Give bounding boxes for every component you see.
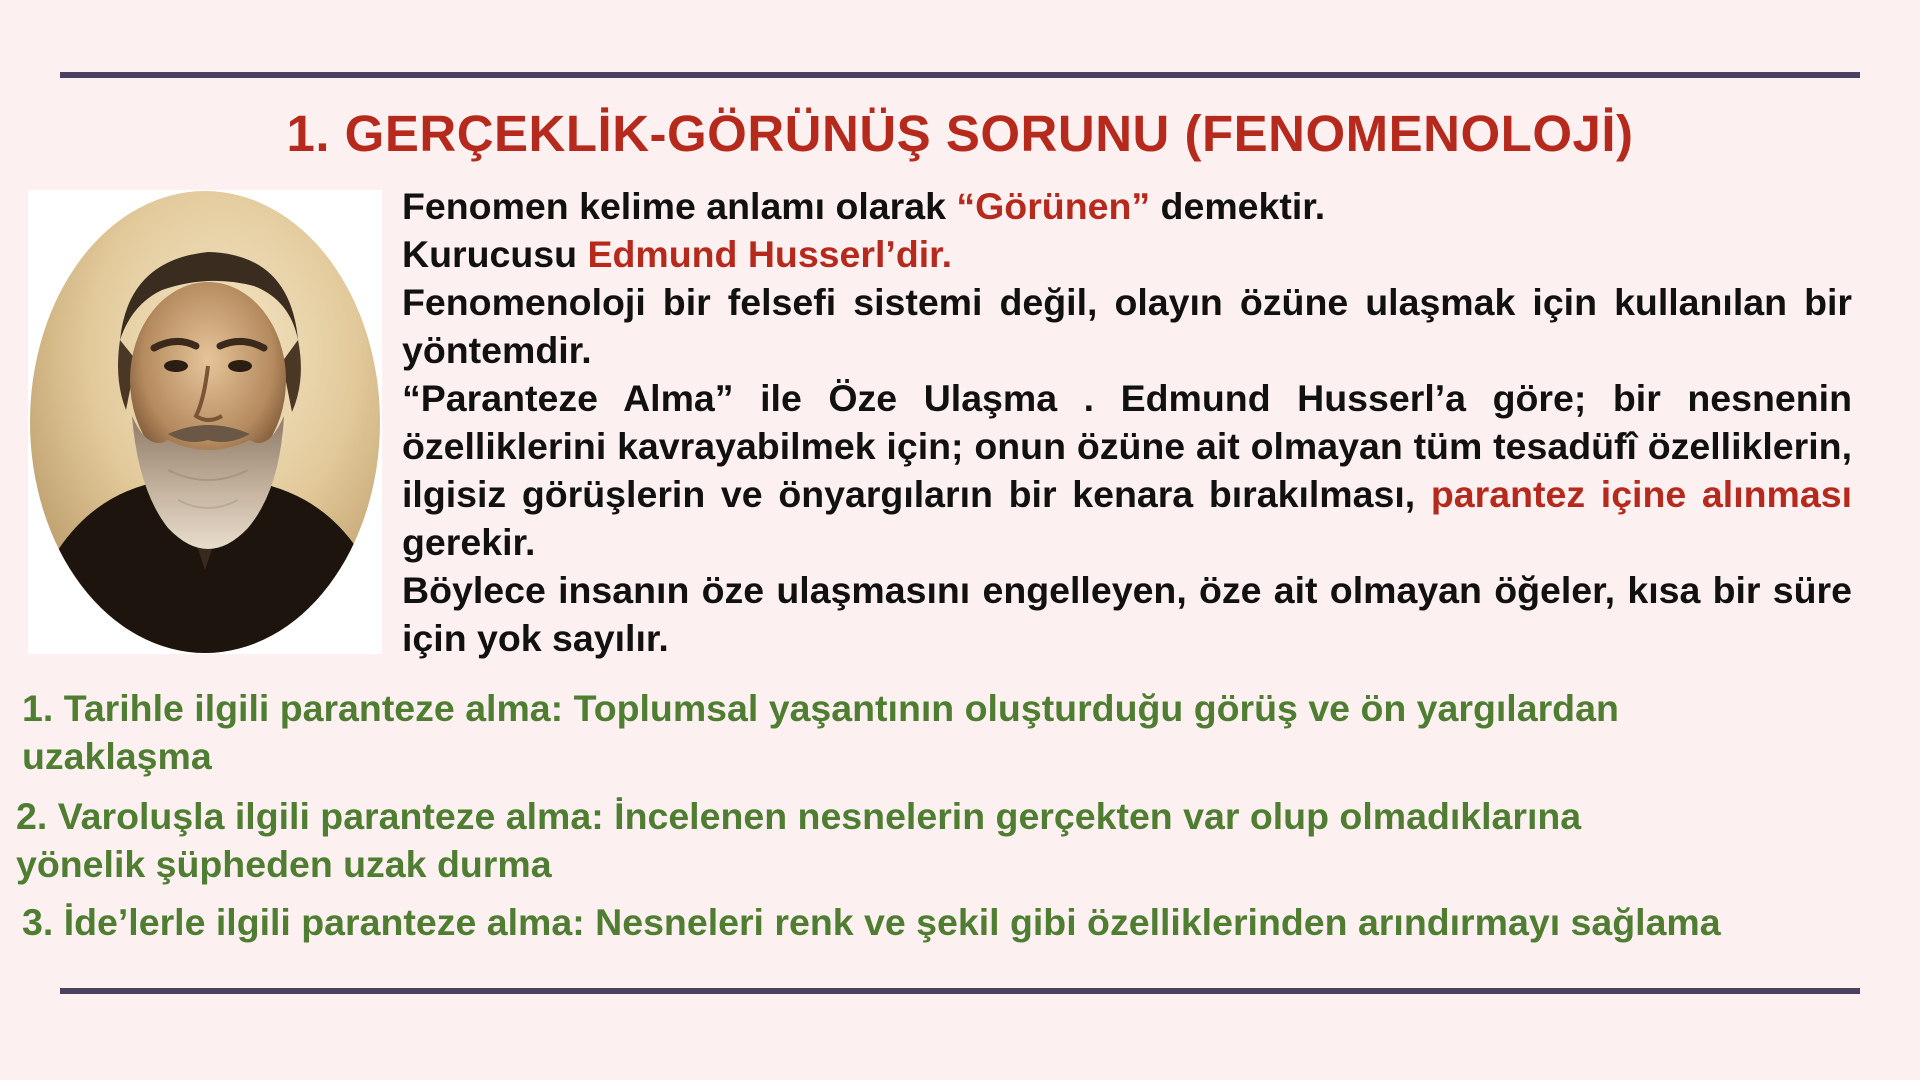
list-item-historical: 1. Tarihle ilgili paranteze alma: Toplumsal yaşantının oluşturduğu görüş ve ön yargılardan uzaklaşma (22, 687, 1619, 777)
main-text-block (402, 182, 1852, 662)
highlight-husserl: Edmund Husserl’dir. (587, 233, 953, 275)
definition-line: Fenomen kelime anlamı olarak “Görünen” demektir. (402, 185, 1326, 227)
bottom-divider (60, 988, 1860, 994)
portrait-frame (28, 190, 382, 654)
conclusion-paragraph: Böylece insanın öze ulaşmasını engelleyen, öze ait olmayan öğeler, kısa bir süre için yok sayılır. (402, 569, 1852, 659)
highlight-parantez: parantez içine alınması (1430, 473, 1852, 515)
top-divider (60, 72, 1860, 78)
portrait-photo-icon (28, 190, 382, 654)
founder-line: Kurucusu Edmund Husserl’dir. (402, 233, 953, 275)
list-item-existential: 2. Varoluşla ilgili paranteze alma: İncelenen nesnelerin gerçekten var olup olmadıklarına yönelik şüpheden uzak durma (16, 795, 1582, 885)
highlight-gorunen: “Görünen” (956, 185, 1151, 227)
bracketing-paragraph: “Paranteze Alma” ile Öze Ulaşma . Edmund Husserl’a göre; bir nesnenin özelliklerini kavrayabilmek için; onun özüne ait olmayan tüm tesadüfî özelliklerin, ilgisiz görüşlerin ve önyargıların bir kenara bırakılması, parantez içine alınması gerekir. (402, 377, 1852, 563)
method-paragraph: Fenomenoloji bir felsefi sistemi değil, olayın özüne ulaşmak için kullanılan bir yöntemdir. (402, 281, 1852, 371)
page-title: 1. GERÇEKLİK-GÖRÜNÜŞ SORUNU (FENOMENOLOJİ) (286, 105, 1634, 162)
list-item-ideas: 3. İde’lerle ilgili paranteze alma: Nesneleri renk ve şekil gibi özelliklerinden arındırmayı sağlama (22, 901, 1721, 943)
